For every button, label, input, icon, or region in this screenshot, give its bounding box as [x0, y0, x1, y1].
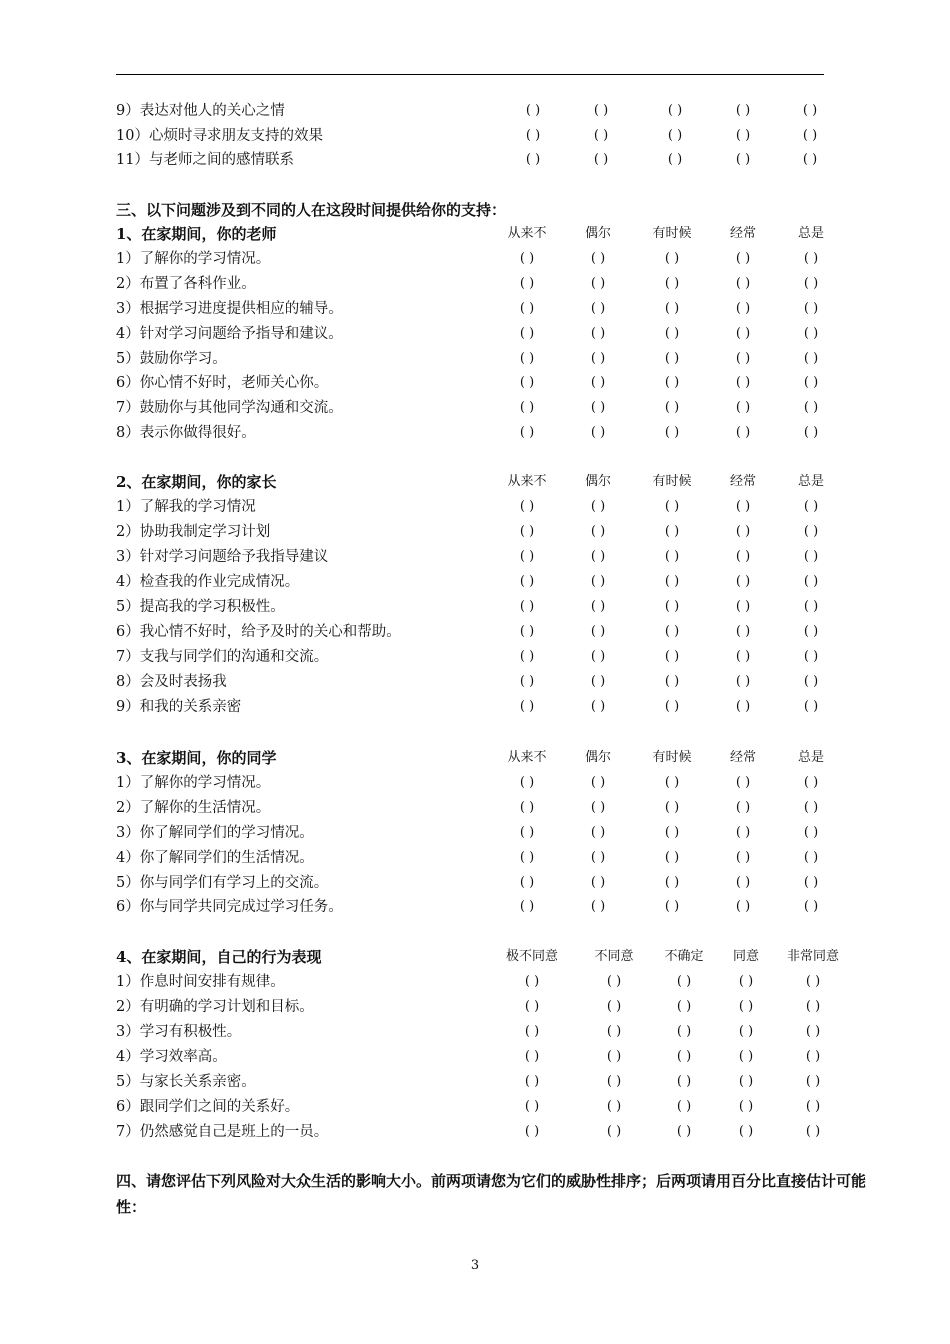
scale-header: 同意 — [732, 949, 759, 964]
answer-option[interactable]: ( ) — [735, 425, 751, 440]
answer-option[interactable]: ( ) — [664, 549, 680, 564]
answer-option[interactable]: ( ) — [803, 276, 819, 291]
answer-option[interactable]: ( ) — [803, 251, 819, 266]
question-text: 8）表示你做得很好。 — [116, 425, 256, 441]
answer-option[interactable]: ( ) — [735, 152, 751, 167]
answer-option[interactable]: ( ) — [524, 1099, 540, 1114]
scale-header: 有时候 — [652, 226, 692, 241]
answer-option[interactable]: ( ) — [519, 649, 535, 664]
answer-option[interactable]: ( ) — [676, 1099, 692, 1114]
scale-header: 经常 — [729, 474, 756, 489]
answer-option[interactable]: ( ) — [735, 400, 751, 415]
question-text: 9）表达对他人的关心之情 — [116, 103, 285, 119]
answer-option[interactable]: ( ) — [805, 974, 821, 989]
answer-option[interactable]: ( ) — [676, 1049, 692, 1064]
question-text: 1）了解你的学习情况。 — [116, 775, 271, 791]
answer-option[interactable]: ( ) — [590, 549, 606, 564]
question-text: 7）支我与同学们的沟通和交流。 — [116, 649, 329, 665]
answer-option[interactable]: ( ) — [735, 624, 751, 639]
question-text: 3）学习有积极性。 — [116, 1024, 242, 1040]
answer-option[interactable]: ( ) — [664, 301, 680, 316]
answer-option[interactable]: ( ) — [664, 699, 680, 714]
answer-option[interactable]: ( ) — [676, 1024, 692, 1039]
question-text: 1）了解我的学习情况 — [116, 499, 256, 515]
answer-option[interactable]: ( ) — [735, 499, 751, 514]
answer-option[interactable]: ( ) — [803, 574, 819, 589]
question-row — [0, 1120, 950, 1144]
answer-option[interactable]: ( ) — [735, 825, 751, 840]
answer-option[interactable]: ( ) — [590, 775, 606, 790]
answer-option[interactable]: ( ) — [738, 1074, 754, 1089]
answer-option[interactable]: ( ) — [524, 1124, 540, 1139]
answer-option[interactable]: ( ) — [735, 775, 751, 790]
answer-option[interactable]: ( ) — [519, 574, 535, 589]
answer-option[interactable]: ( ) — [519, 276, 535, 291]
question-text: 3）你了解同学们的学习情况。 — [116, 825, 314, 841]
answer-option[interactable]: ( ) — [735, 301, 751, 316]
scale-header: 从来不 — [507, 474, 547, 489]
answer-option[interactable]: ( ) — [676, 1074, 692, 1089]
answer-option[interactable]: ( ) — [802, 128, 818, 143]
answer-option[interactable]: ( ) — [735, 375, 751, 390]
answer-option[interactable]: ( ) — [606, 999, 622, 1014]
question-row — [0, 1020, 950, 1044]
answer-option[interactable]: ( ) — [803, 375, 819, 390]
answer-option[interactable]: ( ) — [590, 499, 606, 514]
question-row — [0, 995, 950, 1019]
answer-option[interactable]: ( ) — [525, 103, 541, 118]
question-row — [0, 322, 950, 346]
answer-option[interactable]: ( ) — [738, 1049, 754, 1064]
scale-header: 偶尔 — [584, 226, 611, 241]
answer-option[interactable]: ( ) — [593, 152, 609, 167]
question-text: 4）检查我的作业完成情况。 — [116, 574, 300, 590]
question-text: 4）你了解同学们的生活情况。 — [116, 850, 314, 866]
answer-option[interactable]: ( ) — [805, 999, 821, 1014]
answer-option[interactable]: ( ) — [519, 400, 535, 415]
answer-option[interactable]: ( ) — [803, 301, 819, 316]
answer-option[interactable]: ( ) — [803, 825, 819, 840]
answer-option[interactable]: ( ) — [519, 499, 535, 514]
question-row — [0, 771, 950, 795]
answer-option[interactable]: ( ) — [735, 128, 751, 143]
answer-option[interactable]: ( ) — [519, 624, 535, 639]
header-rule — [116, 74, 824, 75]
answer-option[interactable]: ( ) — [606, 1024, 622, 1039]
answer-option[interactable]: ( ) — [519, 375, 535, 390]
question-text: 4）学习效率高。 — [116, 1049, 227, 1065]
question-row — [0, 871, 950, 895]
section3-title-row — [0, 198, 950, 222]
answer-option[interactable]: ( ) — [519, 899, 535, 914]
answer-option[interactable]: ( ) — [590, 699, 606, 714]
answer-option[interactable]: ( ) — [803, 624, 819, 639]
question-row — [0, 670, 950, 694]
answer-option[interactable]: ( ) — [664, 800, 680, 815]
question-text: 5）提高我的学习积极性。 — [116, 599, 285, 615]
answer-option[interactable]: ( ) — [519, 775, 535, 790]
question-row — [0, 347, 950, 371]
answer-option[interactable]: ( ) — [738, 1024, 754, 1039]
answer-option[interactable]: ( ) — [590, 375, 606, 390]
answer-option[interactable]: ( ) — [803, 351, 819, 366]
question-row — [0, 297, 950, 321]
question-text: 6）你与同学共同完成过学习任务。 — [116, 899, 343, 915]
answer-option[interactable]: ( ) — [664, 375, 680, 390]
question-text: 6）跟同学们之间的关系好。 — [116, 1099, 300, 1115]
answer-option[interactable]: ( ) — [735, 899, 751, 914]
question-row — [0, 545, 950, 569]
scale-header: 非常同意 — [786, 949, 839, 964]
scale-header: 有时候 — [652, 750, 692, 765]
scale-header: 从来不 — [507, 226, 547, 241]
answer-option[interactable]: ( ) — [664, 850, 680, 865]
answer-option[interactable]: ( ) — [664, 524, 680, 539]
answer-option[interactable]: ( ) — [664, 251, 680, 266]
question-row — [0, 895, 950, 919]
answer-option[interactable]: ( ) — [803, 549, 819, 564]
question-text: 9）和我的关系亲密 — [116, 699, 242, 715]
answer-option[interactable]: ( ) — [606, 974, 622, 989]
answer-option[interactable]: ( ) — [519, 699, 535, 714]
group-title: 1、在家期间，你的老师 — [116, 225, 277, 243]
answer-option[interactable]: ( ) — [525, 128, 541, 143]
answer-option[interactable]: ( ) — [803, 499, 819, 514]
answer-option[interactable]: ( ) — [805, 1049, 821, 1064]
question-row — [0, 1070, 950, 1094]
scale-header: 偶尔 — [584, 474, 611, 489]
question-row — [0, 495, 950, 519]
answer-option[interactable]: ( ) — [676, 974, 692, 989]
answer-option[interactable]: ( ) — [805, 1024, 821, 1039]
question-row — [0, 846, 950, 870]
answer-option[interactable]: ( ) — [805, 1124, 821, 1139]
question-text: 2）了解你的生活情况。 — [116, 800, 271, 816]
question-row — [0, 272, 950, 296]
answer-option[interactable]: ( ) — [735, 326, 751, 341]
answer-option[interactable]: ( ) — [590, 425, 606, 440]
question-row — [0, 645, 950, 669]
answer-option[interactable]: ( ) — [590, 649, 606, 664]
answer-option[interactable]: ( ) — [805, 1099, 821, 1114]
answer-option[interactable]: ( ) — [590, 301, 606, 316]
question-row — [0, 247, 950, 271]
answer-option[interactable]: ( ) — [735, 103, 751, 118]
answer-option[interactable]: ( ) — [667, 128, 683, 143]
question-row — [0, 620, 950, 644]
question-text: 1）作息时间安排有规律。 — [116, 974, 285, 990]
answer-option[interactable]: ( ) — [664, 899, 680, 914]
question-row — [0, 99, 950, 123]
question-row — [0, 695, 950, 719]
answer-option[interactable]: ( ) — [524, 1074, 540, 1089]
question-row — [0, 520, 950, 544]
answer-option[interactable]: ( ) — [676, 1124, 692, 1139]
answer-option[interactable]: ( ) — [519, 825, 535, 840]
answer-option[interactable]: ( ) — [803, 800, 819, 815]
question-row — [0, 148, 950, 172]
answer-option[interactable]: ( ) — [606, 1124, 622, 1139]
question-row — [0, 821, 950, 845]
question-row — [0, 595, 950, 619]
answer-option[interactable]: ( ) — [519, 524, 535, 539]
question-text: 3）根据学习进度提供相应的辅导。 — [116, 301, 343, 317]
answer-option[interactable]: ( ) — [590, 599, 606, 614]
answer-option[interactable]: ( ) — [676, 999, 692, 1014]
question-row — [0, 1045, 950, 1069]
answer-option[interactable]: ( ) — [664, 599, 680, 614]
answer-option[interactable]: ( ) — [664, 875, 680, 890]
answer-option[interactable]: ( ) — [803, 326, 819, 341]
group-header-row — [0, 746, 950, 770]
answer-option[interactable]: ( ) — [590, 850, 606, 865]
scale-header: 从来不 — [507, 750, 547, 765]
answer-option[interactable]: ( ) — [667, 103, 683, 118]
answer-option[interactable]: ( ) — [735, 649, 751, 664]
question-row — [0, 396, 950, 420]
answer-option[interactable]: ( ) — [590, 326, 606, 341]
answer-option[interactable]: ( ) — [803, 425, 819, 440]
question-text: 5）与家长关系亲密。 — [116, 1074, 256, 1090]
scale-header: 有时候 — [652, 474, 692, 489]
answer-option[interactable]: ( ) — [664, 351, 680, 366]
answer-option[interactable]: ( ) — [667, 152, 683, 167]
answer-option[interactable]: ( ) — [524, 974, 540, 989]
answer-option[interactable]: ( ) — [519, 351, 535, 366]
answer-option[interactable]: ( ) — [590, 624, 606, 639]
answer-option[interactable]: ( ) — [664, 649, 680, 664]
question-text: 10）心烦时寻求朋友支持的效果 — [116, 128, 323, 144]
answer-option[interactable]: ( ) — [590, 574, 606, 589]
scale-header: 经常 — [729, 226, 756, 241]
answer-option[interactable]: ( ) — [803, 599, 819, 614]
scale-header: 不确定 — [664, 949, 704, 964]
answer-option[interactable]: ( ) — [735, 351, 751, 366]
answer-option[interactable]: ( ) — [519, 850, 535, 865]
question-text: 2）协助我制定学习计划 — [116, 524, 271, 540]
answer-option[interactable]: ( ) — [805, 1074, 821, 1089]
answer-option[interactable]: ( ) — [524, 1049, 540, 1064]
answer-option[interactable]: ( ) — [664, 499, 680, 514]
answer-option[interactable]: ( ) — [606, 1074, 622, 1089]
scale-header: 总是 — [797, 750, 824, 765]
answer-option[interactable]: ( ) — [525, 152, 541, 167]
scale-header: 总是 — [797, 474, 824, 489]
answer-option[interactable]: ( ) — [664, 276, 680, 291]
answer-option[interactable]: ( ) — [735, 276, 751, 291]
answer-option[interactable]: ( ) — [519, 425, 535, 440]
answer-option[interactable]: ( ) — [593, 103, 609, 118]
answer-option[interactable]: ( ) — [524, 1024, 540, 1039]
question-row — [0, 570, 950, 594]
answer-option[interactable]: ( ) — [519, 326, 535, 341]
answer-option[interactable]: ( ) — [664, 624, 680, 639]
answer-option[interactable]: ( ) — [664, 425, 680, 440]
answer-option[interactable]: ( ) — [735, 850, 751, 865]
answer-option[interactable]: ( ) — [664, 674, 680, 689]
answer-option[interactable]: ( ) — [519, 599, 535, 614]
answer-option[interactable]: ( ) — [738, 1124, 754, 1139]
answer-option[interactable]: ( ) — [590, 251, 606, 266]
answer-option[interactable]: ( ) — [803, 400, 819, 415]
answer-option[interactable]: ( ) — [590, 899, 606, 914]
question-text: 3）针对学习问题给予我指导建议 — [116, 549, 329, 565]
question-text: 6）你心情不好时，老师关心你。 — [116, 375, 329, 391]
question-text: 2）有明确的学习计划和目标。 — [116, 999, 314, 1015]
answer-option[interactable]: ( ) — [606, 1099, 622, 1114]
answer-option[interactable]: ( ) — [519, 549, 535, 564]
answer-option[interactable]: ( ) — [590, 800, 606, 815]
answer-option[interactable]: ( ) — [590, 875, 606, 890]
question-text: 2）布置了各科作业。 — [116, 276, 256, 292]
scale-header: 总是 — [797, 226, 824, 241]
question-row — [0, 1095, 950, 1119]
group-header-row — [0, 470, 950, 494]
group-header-row — [0, 945, 950, 969]
answer-option[interactable]: ( ) — [524, 999, 540, 1014]
answer-option[interactable]: ( ) — [664, 400, 680, 415]
answer-option[interactable]: ( ) — [590, 351, 606, 366]
answer-option[interactable]: ( ) — [803, 649, 819, 664]
answer-option[interactable]: ( ) — [590, 400, 606, 415]
group-title: 4、在家期间，自己的行为表现 — [116, 948, 322, 966]
answer-option[interactable]: ( ) — [735, 800, 751, 815]
answer-option[interactable]: ( ) — [738, 974, 754, 989]
answer-option[interactable]: ( ) — [519, 875, 535, 890]
answer-option[interactable]: ( ) — [519, 674, 535, 689]
question-text: 11）与老师之间的感情联系 — [116, 152, 294, 168]
scale-header: 不同意 — [594, 949, 634, 964]
question-text: 1）了解你的学习情况。 — [116, 251, 271, 267]
question-text: 5）鼓励你学习。 — [116, 351, 227, 367]
group-title: 3、在家期间，你的同学 — [116, 749, 277, 767]
answer-option[interactable]: ( ) — [590, 674, 606, 689]
scale-header: 经常 — [729, 750, 756, 765]
answer-option[interactable]: ( ) — [803, 875, 819, 890]
question-row — [0, 371, 950, 395]
answer-option[interactable]: ( ) — [735, 674, 751, 689]
answer-option[interactable]: ( ) — [664, 574, 680, 589]
scale-header: 偶尔 — [584, 750, 611, 765]
answer-option[interactable]: ( ) — [590, 276, 606, 291]
answer-option[interactable]: ( ) — [735, 699, 751, 714]
answer-option[interactable]: ( ) — [519, 800, 535, 815]
answer-option[interactable]: ( ) — [735, 251, 751, 266]
group-header-row — [0, 222, 950, 246]
answer-option[interactable]: ( ) — [803, 899, 819, 914]
answer-option[interactable]: ( ) — [802, 152, 818, 167]
answer-option[interactable]: ( ) — [664, 825, 680, 840]
answer-option[interactable]: ( ) — [803, 850, 819, 865]
answer-option[interactable]: ( ) — [606, 1049, 622, 1064]
answer-option[interactable]: ( ) — [803, 524, 819, 539]
group-title: 2、在家期间，你的家长 — [116, 473, 277, 491]
question-text: 7）鼓励你与其他同学沟通和交流。 — [116, 400, 343, 416]
question-row — [0, 970, 950, 994]
answer-option[interactable]: ( ) — [664, 326, 680, 341]
answer-option[interactable]: ( ) — [735, 524, 751, 539]
answer-option[interactable]: ( ) — [593, 128, 609, 143]
answer-option[interactable]: ( ) — [803, 775, 819, 790]
question-text: 6）我心情不好时，给予及时的关心和帮助。 — [116, 624, 401, 640]
answer-option[interactable]: ( ) — [735, 599, 751, 614]
section-title: 三、以下问题涉及到不同的人在这段时间提供给你的支持： — [116, 201, 507, 219]
section4-instructions: 四、请您评估下列风险对大众生活的影响大小。前两项请您为它们的威胁性排序；后两项请用百分比直接估计可能性： — [116, 1172, 867, 1216]
answer-option[interactable]: ( ) — [519, 301, 535, 316]
scale-header: 极不同意 — [505, 949, 558, 964]
answer-option[interactable]: ( ) — [735, 875, 751, 890]
answer-option[interactable]: ( ) — [735, 549, 751, 564]
answer-option[interactable]: ( ) — [738, 1099, 754, 1114]
answer-option[interactable]: ( ) — [590, 524, 606, 539]
question-text: 5）你与同学们有学习上的交流。 — [116, 875, 329, 891]
answer-option[interactable]: ( ) — [803, 674, 819, 689]
answer-option[interactable]: ( ) — [803, 699, 819, 714]
question-row — [0, 796, 950, 820]
question-row — [0, 421, 950, 445]
answer-option[interactable]: ( ) — [664, 775, 680, 790]
page-number: 3 — [470, 1258, 480, 1273]
answer-option[interactable]: ( ) — [735, 574, 751, 589]
question-text: 4）针对学习问题给予指导和建议。 — [116, 326, 343, 342]
question-text: 7）仍然感觉自己是班上的一员。 — [116, 1124, 329, 1140]
answer-option[interactable]: ( ) — [738, 999, 754, 1014]
answer-option[interactable]: ( ) — [802, 103, 818, 118]
question-text: 8）会及时表扬我 — [116, 674, 227, 690]
question-row — [0, 124, 950, 148]
answer-option[interactable]: ( ) — [519, 251, 535, 266]
answer-option[interactable]: ( ) — [590, 825, 606, 840]
